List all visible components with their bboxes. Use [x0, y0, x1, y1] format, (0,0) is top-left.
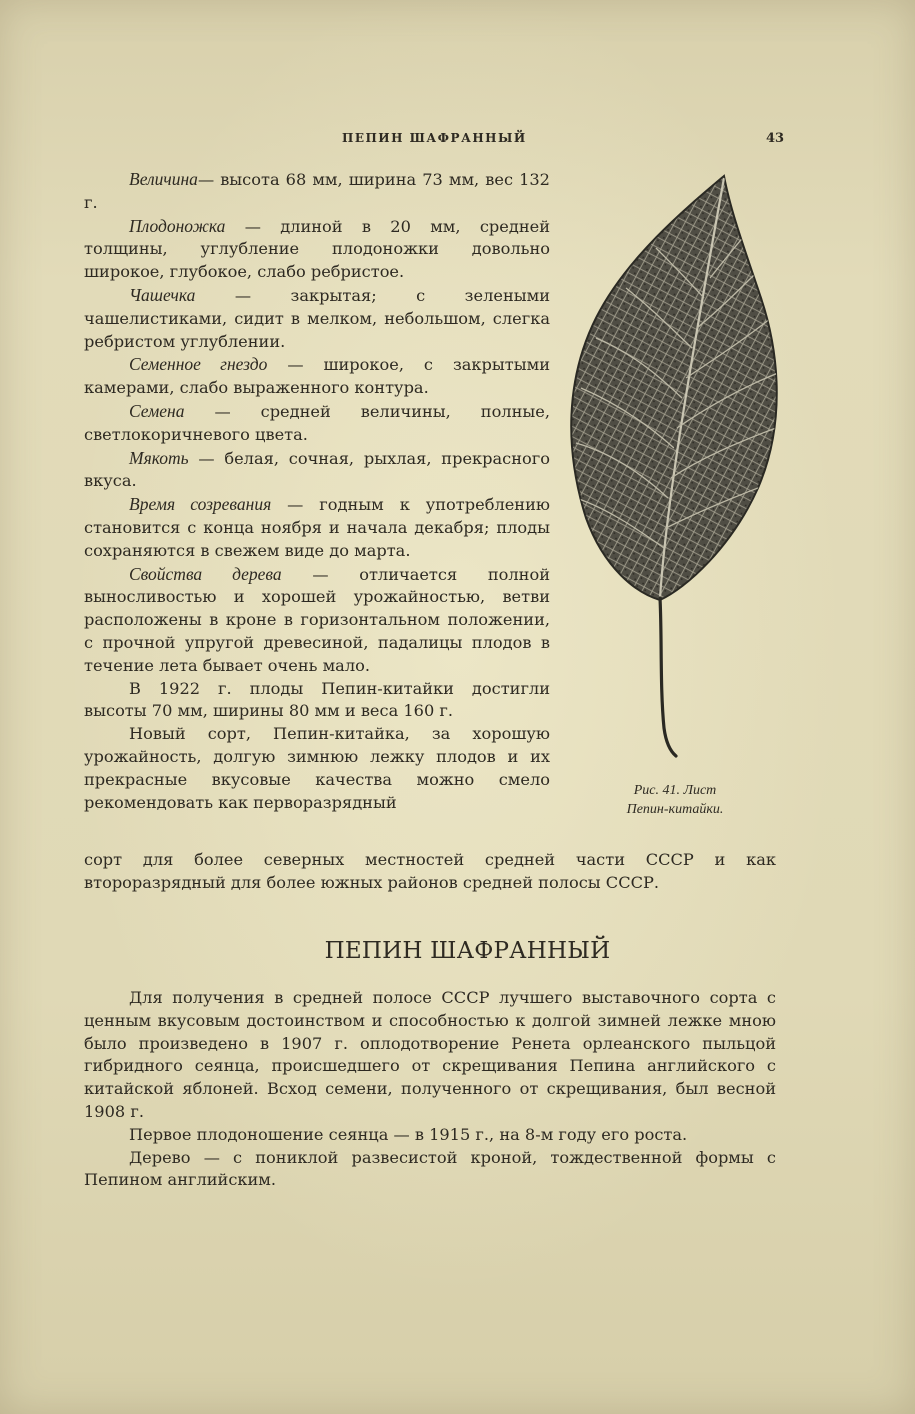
entry-term: Семена — [129, 400, 185, 421]
entry-term: Чашечка — [129, 284, 196, 305]
entry-text: — белая, сочная, рыхлая, прекрасного вкуса. — [84, 448, 550, 491]
entry-text: — длиной в 20 мм, средней толщины, углубление плодоножки довольно широкое, глубокое, слабо ребристое. — [84, 216, 550, 282]
entry-ripening — [84, 493, 550, 562]
leaf-illustration — [556, 168, 796, 768]
figure-caption — [580, 781, 770, 819]
entry-text: — годным к употреблению становится с конца ноября и начала декабря; плоды сохраняются в свежем виде до марта. — [84, 495, 550, 560]
paragraph-recommend: Новый сорт, Пепин-китайка, за хорошую урожайность, долгую зимнюю лежку плодов и их прекрасные вкусовые качества можно смело рекомендовать как перворазрядный — [84, 724, 550, 812]
section-paragraph: Для получения в средней полосе СССР лучшего выставочного сорта с ценным вкусовым достоинством и способностью к долгой зимней лежке мною было произведено в 1907 г. оплодотворение Ренета орлеанского пыльцой гибридного сеянца, происшедшего от скрещивания Пепина английского с китайской яблоней. Всход семени, полученного от скрещивания, был весной 1908 г. — [84, 988, 776, 1121]
running-head: ПЕПИН ШАФРАННЫЙ — [342, 131, 527, 145]
entry-text: — средней величины, полные, светлокоричневого цвета. — [84, 401, 550, 444]
section-paragraph: Дерево — с пониклой развесистой кроной, тождественной формы с Пепином английским. — [84, 1147, 776, 1190]
entry-term: Плодоножка — [129, 215, 226, 236]
section-title — [0, 938, 915, 964]
section-title-text: ПЕПИН ШАФРАННЫЙ — [324, 938, 611, 964]
entry-tree — [84, 563, 550, 678]
section-body — [84, 987, 776, 1192]
caption-line-2: Пепин-китайки. — [626, 802, 724, 817]
page-number: 43 — [766, 131, 785, 146]
entry-text: — широкое, с закрытыми камерами, слабо выраженного контура. — [84, 355, 551, 398]
entry-stalk — [84, 215, 550, 284]
leaf-stem — [660, 598, 676, 756]
section-paragraph: Первое плодоношение сеянца — в 1915 г., на 8-м году его роста. — [129, 1124, 688, 1144]
variety-description — [84, 168, 550, 814]
entry-term: Свойства дерева — [129, 563, 282, 584]
entry-core — [84, 353, 550, 400]
paragraph-1922: В 1922 г. плоды Пепин-китайки достигли высоты 70 мм, ширины 80 мм и веса 160 г. — [84, 678, 550, 721]
recommendation-continuation — [84, 849, 776, 895]
entry-size — [84, 168, 550, 215]
entry-term: Величина — [129, 169, 198, 189]
entry-term: Время созревания — [129, 494, 272, 515]
entry-calyx — [84, 284, 550, 353]
entry-text: — высота 68 мм, ширина 73 мм, вес 132 г. — [84, 170, 550, 212]
entry-term: Мякоть — [129, 447, 189, 468]
entry-text: — отличается полной выносливостью и хорошей урожайностью, ветви расположены в кроне в горизонтальном положении, с прочной упругой древесиной, падалицы плодов в течение лета бывает очень мало. — [84, 564, 550, 675]
entry-seeds — [84, 400, 550, 447]
entry-flesh — [84, 447, 550, 494]
entry-term: Семенное гнездо — [129, 354, 268, 375]
paragraph-recommend-end: сорт для более северных местностей средней части СССР и как второразрядный для более южных районов средней полосы СССР. — [84, 850, 776, 892]
caption-line-1: Рис. 41. Лист — [633, 783, 717, 798]
entry-text: — закрытая; с зелеными чашелистиками, сидит в мелком, небольшом, слегка ребристом углублении. — [84, 285, 550, 351]
